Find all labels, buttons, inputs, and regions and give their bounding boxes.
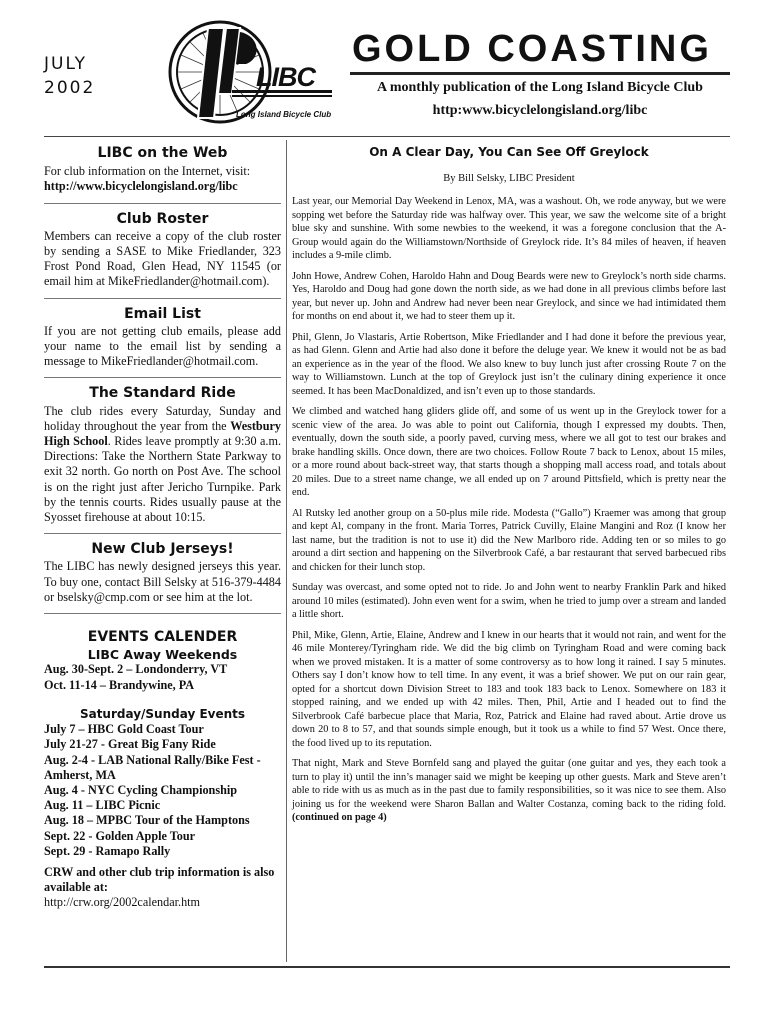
ride-text-a: The club rides every Saturday, Sunday and holiday throughout the year from the [44,403,281,433]
email-heading: Email List [124,305,201,322]
weekend-event: Aug. 2-4 - LAB National Rally/Bike Fest - Amherst, MA [44,752,261,782]
weekend-event: July 21-27 - Great Big Fany Ride [44,737,216,752]
ride-school: Westbury High School [44,418,281,449]
weekend-event: Sept. 29 - Ramapo Rally [44,843,171,858]
article-paragraph: Phil, Glenn, Jo Vlastaris, Artie Robertson, Mike Friedlander and I had done it before the previous year, as had Glenn. Glenn and Artie had also done it before the deluge year. We knew it would not be as bad an experience as in the year of the flood. We also knew to buy lunch just after crossing Route 7 on the way to Williamstown. Lunch at the top of Greylock just isn’t the culinary dining experience it once seemed. It has been MacDonaldized, and isn’t even up to those standards. [292,331,726,397]
weekend-heading: Saturday/Sunday Events [79,706,246,721]
email-section [44,307,281,370]
article-paragraph: Al Rutsky led another group on a 50-plus mile ride. Modesta (“Gallo”) Kraemer was among that group and kept Al, company in the front. Maria Torres, Patrick Cuvilly, Elaine Mangini and Roz (I know her last name, but the tradition is not to use it) did the New Marlboro ride. Adding ten or so miles to go around a dirt section and happening on the Silverbrook Café, a bar restaurant that served barbecued ribs and chicken for their lunch stop. [292,507,726,573]
article-paragraph: John Howe, Andrew Cohen, Haroldo Hahn and Doug Beards were new to Greylock’s north side charms. Yes, Haroldo and Doug had gone down the north side, as we had done in all previous climbs before last year, but never up. John and Andrew had never been near Greylock, and since we had intimidated them for months on end about it, we had to steer them up it. [292,270,726,322]
masthead-divider [44,136,730,137]
article-byline: By Bill Selsky, LIBC President [443,172,575,184]
web-section [44,146,281,195]
weekend-event: Aug. 11 – LIBC Picnic [44,798,161,813]
away-event: Oct. 11-14 – Brandywine, PA [44,677,195,692]
footer-rule [44,966,730,968]
weekend-event: Aug. 4 - NYC Cycling Championship [44,782,238,797]
article [292,146,726,832]
ride-text [44,404,281,526]
ride-heading: The Standard Ride [89,385,236,402]
roster-heading: Club Roster [116,210,209,227]
away-event: Aug. 30-Sept. 2 – Londonderry, VT [44,662,228,677]
email-text: If you are not getting club emails, please add your name to the email list by sending a message to MikeFriedlander@hotmail.com. [44,323,281,369]
column-divider [286,140,287,962]
issue-year: 2002 [44,78,96,98]
jerseys-heading: New Club Jerseys! [91,541,234,558]
article-paragraph: We climbed and watched hang gliders glide off, and some of us went up in the Greylock tower for a scenic view of the area. Jo was able to point out California, though I expressed my doubts. Then, eventually, down the south side, a poorly paved, curving mess, where we all got to test our brakes and brake handling skills. Once down, there are two choices. Follow Route 7 back to Lenox, about 15 miles, or a more round about back-street way, that starts though a shopping mall access road, and totals about 20 miles. Due to a street name change, we all ended up on 7 around Pittsfield, which is pretty near the end. [292,406,726,498]
section-divider [44,533,281,534]
weekend-event: Sept. 22 - Golden Apple Tour [44,828,196,843]
jerseys-text: The LIBC has newly designed jerseys this year. To buy one, contact Bill Selsky at 516-379-4484 or bselsky@cmp.com or see him at the lot. [44,559,281,604]
newsletter-title: GOLD COASTING [352,28,712,70]
events-heading: EVENTS CALENDER [87,629,238,646]
web-link[interactable]: http://www.bicyclelongisland.org/libc [44,179,238,194]
section-divider [44,203,281,204]
ride-section [44,386,281,525]
roster-text: Members can receive a copy of the club roster by sending a SASE to Mike Friedlander, 323 Frost Pond Road, Glen Head, NY 11545 (or email him at MikeFriedlander@hotmail.com). [44,228,281,289]
article-paragraph: Sunday was overcast, and some opted not to ride. Jo and John went to nearby Franklin Park and hiked around 10 miles (estimated). John even went for a swim, when he tried to jump over a stream and landed a little short. [292,582,726,620]
newsletter-url[interactable]: http:www.bicyclelongisland.org/libc [432,103,648,118]
section-divider [44,298,281,299]
article-title: On A Clear Day, You Can See Off Greylock [369,145,649,159]
crw-link[interactable]: http://crw.org/2002calendar.htm [44,895,201,910]
web-text: For club information on the Internet, visit: [44,164,251,179]
crw-note: CRW and other club trip information is also available at: [44,864,275,895]
article-paragraph: Phil, Mike, Glenn, Artie, Elaine, Andrew and I knew in our hearts that it would not rain, and went for the 46 mile Monterey/Tyringham ride. We did the big climb on Tyringham Road and were coming back when we proved mistaken. It is a matter of some controversy as to how long it rained. I say 5 minutes. Others say I don’t know how to tell time. In any event, it was a brief shower. We put on our rain gear, opted for a shortcut down Division Street to 183 and took 183 back to Lenox. Somewhere on 183 it stopped raining, and we ended up with 42 miles. Then, Phil, Artie and I headed out to find the Silverbrook Café barbecue place that Maria, Roz, Patrick and Elaine had raved about. Artie drove us down 20 to 8 to 57, and that sounds simple enough, but it took us a while to find 57 West. Once there, the food lived up to its reputation. [292,629,726,749]
jerseys-section [44,542,281,605]
logo-caption: Long Island Bicycle Club [236,110,332,119]
weekend-event: Aug. 18 – MPBC Tour of the Hamptons [44,813,250,828]
newsletter-subtitle: A monthly publication of the Long Island Bicycle Club [377,80,703,95]
section-divider [44,613,281,614]
article-paragraph: Last year, our Memorial Day Weekend in Lenox, MA, was a washout. Oh, we rode anyway, but we were sopping wet before the Saturday ride was halfway over. This year, we saw the welcome site of a bright blue sky and sunshine. With some newbies to the weekend, it was a foregone conclusion that the A-Group would again do the Williamstown/Northside of Greylock ride. It’s 84 miles of heaven, if heaven includes a 9-mile climb. [292,196,726,261]
article-last-text: That night, Mark and Steve Bornfeld sang and played the guitar (one guitar and yes, they each took a turn to play it) until the inn’s manager said we might be keeping up other guests. Mark and Steve aren’t able to ride with us as much as in the past due to family responsibilities, so it was nice to see them. Also joining us for the weekend were Sharon Ballan and Walter Costanza, coming back to the riding fold. [292,758,726,810]
title-rule [350,72,730,75]
continued-note[interactable]: (continued on page 4) [292,812,387,823]
section-divider [44,377,281,378]
left-column [44,146,281,911]
weekend-event: July 7 – HBC Gold Coast Tour [44,722,204,737]
roster-section [44,212,281,290]
article-last-paragraph [292,757,726,825]
logo-wordmark: LIBC [256,62,315,92]
issue-month: JULY [44,54,88,74]
web-heading: LIBC on the Web [97,145,228,161]
away-heading: LIBC Away Weekends [87,647,238,663]
ride-text-b: . Rides leave promptly at 9:30 a.m. Directions: Take the Northern State Parkway to exit 32 north. Go north on Post Ave. The school is on the right just after Jericho Turnpike. Park by the tennis courts. Rides usually pause at the Syosset firehouse at about 10:15. [44,434,281,525]
